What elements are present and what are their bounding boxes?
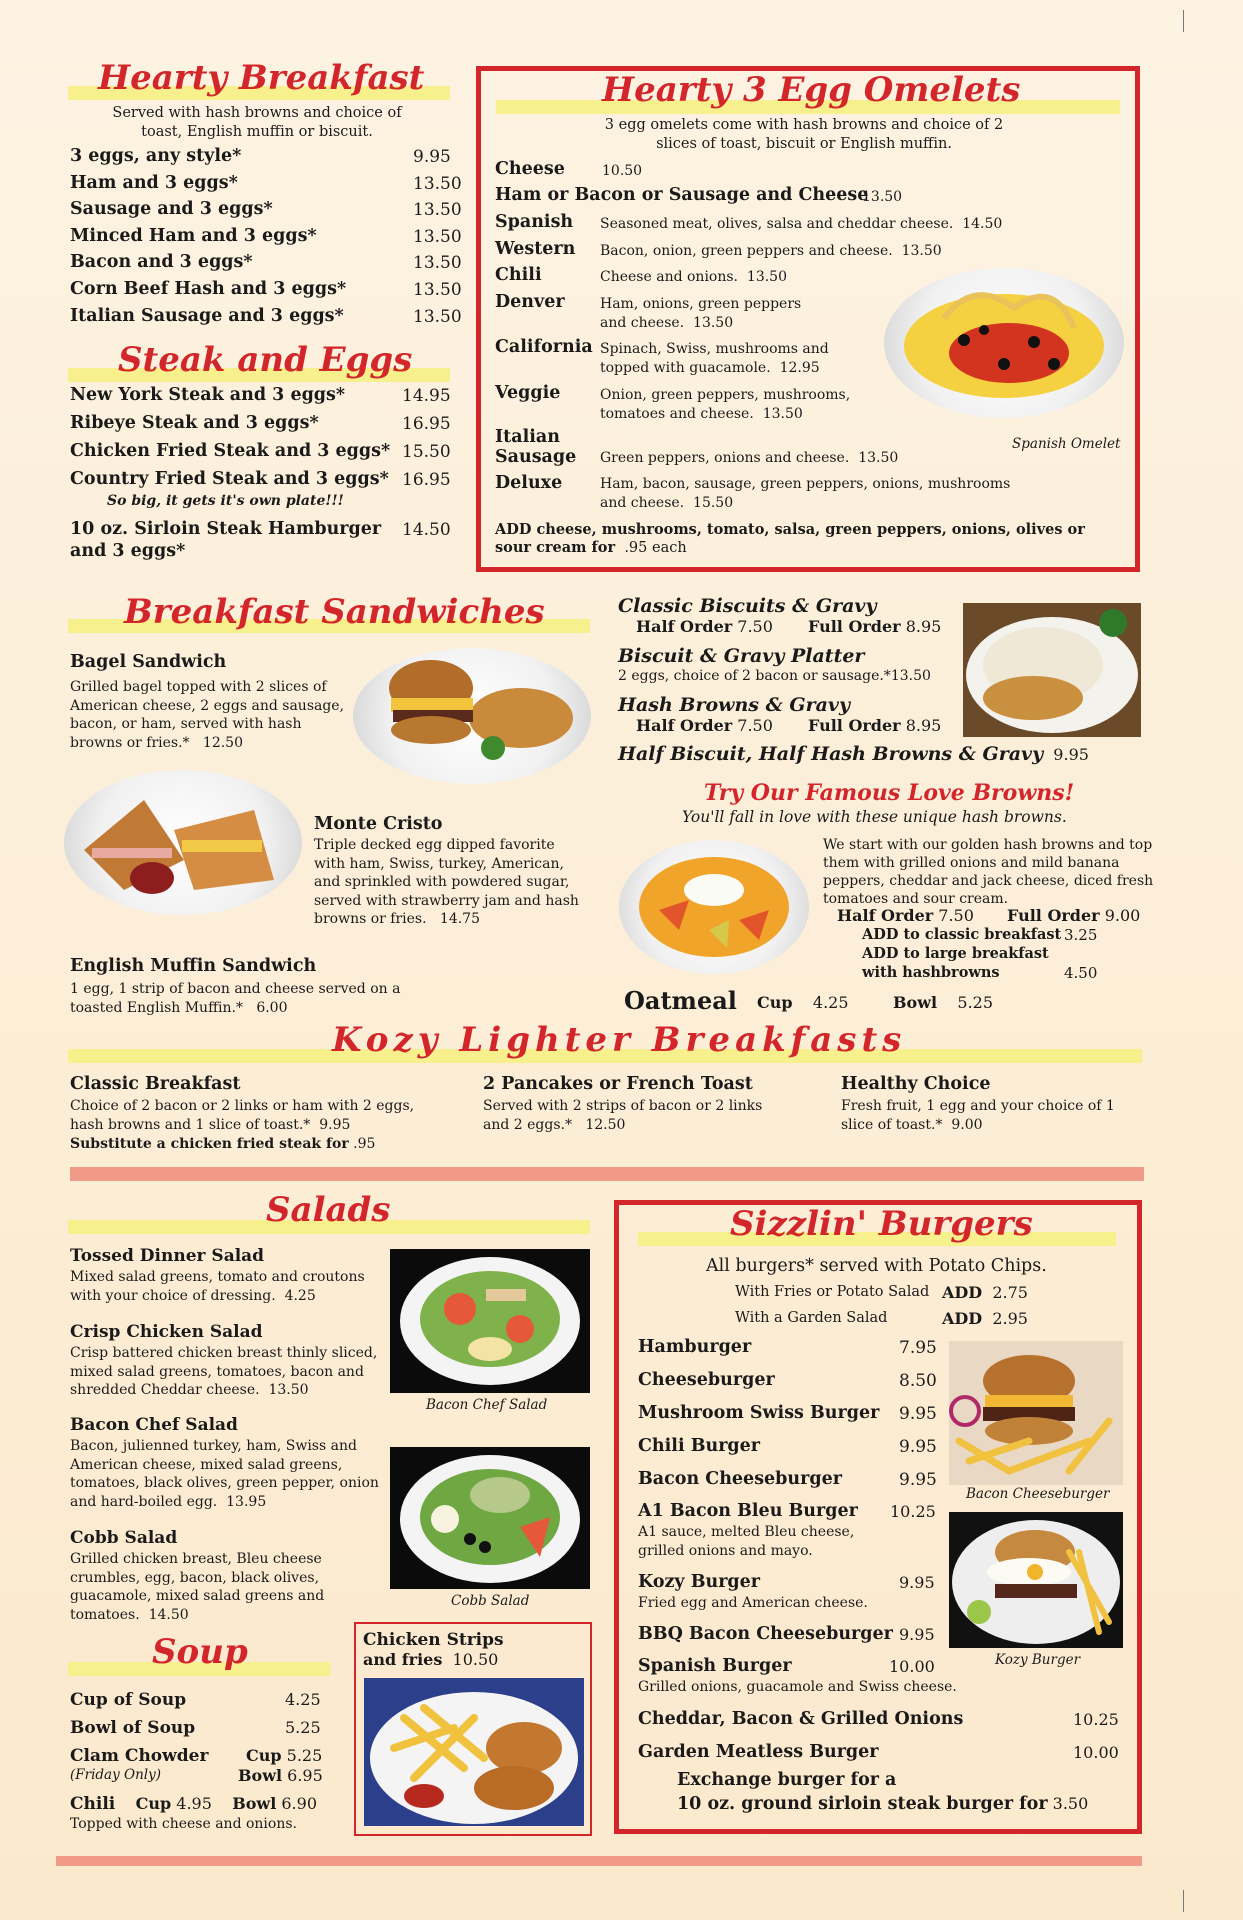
- salads-title: Salads: [266, 1190, 391, 1230]
- steak-eggs-item-price: 14.95: [402, 386, 451, 406]
- burger-item-price: 9.95: [899, 1404, 937, 1424]
- hearty-breakfast-item-name: 3 eggs, any style*: [70, 146, 242, 166]
- bacon-chef-salad-caption: Bacon Chef Salad: [426, 1397, 548, 1413]
- burger-item-name: Bacon Cheeseburger: [638, 1469, 842, 1489]
- omelet-italian-name-line2: Sausage: [495, 447, 577, 467]
- steak-eggs-title: Steak and Eggs: [118, 340, 413, 380]
- lighter-title: Kozy Lighter Breakfasts: [332, 1020, 907, 1060]
- bacon-cheeseburger-photo: [949, 1341, 1123, 1485]
- love-browns-add2-price: 4.50: [1064, 964, 1098, 982]
- omelet-denver-name: Denver: [495, 292, 565, 312]
- love-browns-add1: ADD to classic breakfast: [862, 926, 1062, 943]
- garden-upgrade-line: With a Garden Salad: [735, 1310, 888, 1326]
- a1-burger-price: 10.25: [890, 1502, 936, 1521]
- crisp-chicken-salad-name: Crisp Chicken Salad: [70, 1322, 263, 1342]
- steak-eggs-note: So big, it gets it's own plate!!!: [107, 493, 344, 509]
- fries-upgrade-price: ADD 2.75: [942, 1283, 1028, 1302]
- bacon-cheeseburger-caption: Bacon Cheeseburger: [966, 1486, 1110, 1502]
- garden-upgrade-price: ADD 2.95: [942, 1309, 1028, 1328]
- pancakes-name: 2 Pancakes or French Toast: [483, 1074, 753, 1094]
- chicken-strips-line2: and fries 10.50: [363, 1650, 499, 1669]
- soup-title: Soup: [152, 1632, 248, 1672]
- biscuits-gravy-photo: [963, 603, 1141, 737]
- spanish-burger-desc: Grilled onions, guacamole and Swiss cheese.: [638, 1679, 957, 1695]
- cheddar-bacon-price: 10.25: [1073, 1710, 1119, 1729]
- bacon-chef-salad-name: Bacon Chef Salad: [70, 1415, 238, 1435]
- omelet-veggie-name: Veggie: [495, 383, 561, 403]
- steak-eggs-item-name: New York Steak and 3 eggs*: [70, 385, 346, 405]
- crop-mark: [1183, 1890, 1184, 1912]
- steak-eggs-item-price: 15.50: [402, 442, 451, 462]
- burger-item-price: 9.95: [899, 1437, 937, 1457]
- biscuit-platter-desc: 2 eggs, choice of 2 bacon or sausage.*13.50: [618, 668, 931, 684]
- classic-biscuits-prices: Half Order 7.50: [636, 617, 773, 636]
- bagel-sandwich-photo: [353, 648, 591, 784]
- omelets-subtitle: 3 egg omelets come with hash browns and choice of 2 slices of toast, biscuit or English muffin.: [604, 117, 1004, 152]
- healthy-choice-desc: Fresh fruit, 1 egg and your choice of 1 slice of toast.* 9.00: [841, 1098, 1115, 1133]
- hash-browns-gravy-full: Full Order 8.95: [808, 716, 942, 735]
- hearty-breakfast-subtitle: Served with hash browns and choice of toast, English muffin or biscuit.: [112, 105, 402, 140]
- kozy-burger-photo: [949, 1512, 1123, 1648]
- love-browns-half: Half Order 7.50: [837, 906, 974, 925]
- omelets-title: Hearty 3 Egg Omelets: [602, 70, 1021, 110]
- bacon-chef-salad-desc: Bacon, julienned turkey, ham, Swiss and American cheese, mixed salad greens, tomatoes, black olives, green pepper, onion and hard-boiled egg. 13.95: [70, 1438, 379, 1510]
- kozy-burger-name: Kozy Burger: [638, 1572, 761, 1592]
- hearty-breakfast-item-price: 13.50: [413, 253, 462, 274]
- omelet-ham-price: 13.50: [862, 189, 903, 205]
- cup-of-soup-name: Cup of Soup: [70, 1690, 187, 1710]
- bbq-burger-price: 9.95: [899, 1625, 935, 1644]
- burgers-intro: All burgers* served with Potato Chips.: [706, 1256, 1047, 1276]
- cobb-salad-photo: [390, 1447, 590, 1589]
- kozy-burger-caption: Kozy Burger: [995, 1652, 1081, 1668]
- bacon-chef-salad-photo: [390, 1249, 590, 1393]
- steak-eggs-item-name: Ribeye Steak and 3 eggs*: [70, 413, 319, 433]
- hearty-breakfast-item-price: 13.50: [413, 173, 462, 194]
- omelet-italian-name: Italian: [495, 427, 560, 447]
- oatmeal-name: Oatmeal: [624, 986, 737, 1015]
- a1-burger-name: A1 Bacon Bleu Burger: [638, 1501, 858, 1521]
- sirloin-item: 10 oz. Sirloin Steak Hamburger: [70, 519, 382, 539]
- omelet-ham-name: Ham or Bacon or Sausage and Cheese: [495, 185, 869, 205]
- english-muffin-desc: 1 egg, 1 strip of bacon and cheese served on a toasted English Muffin.* 6.00: [70, 981, 401, 1016]
- clam-chowder-note: (Friday Only): [70, 1767, 161, 1783]
- cheddar-bacon-name: Cheddar, Bacon & Grilled Onions: [638, 1709, 964, 1729]
- omelet-california-desc: Spinach, Swiss, mushrooms and topped with guacamole. 12.95: [600, 341, 829, 376]
- steak-eggs-item-price: 16.95: [402, 470, 451, 490]
- omelet-cheese-name: Cheese: [495, 159, 565, 179]
- burger-item-name: Mushroom Swiss Burger: [638, 1403, 880, 1423]
- classic-breakfast-name: Classic Breakfast: [70, 1074, 241, 1094]
- burger-item-price: 8.50: [899, 1371, 937, 1391]
- omelet-spanish-name: Spanish: [495, 212, 574, 232]
- hearty-breakfast-title: Hearty Breakfast: [98, 58, 425, 98]
- love-browns-title: Try Our Famous Love Browns!: [704, 780, 1075, 806]
- burgers-title: Sizzlin' Burgers: [730, 1204, 1033, 1244]
- hash-browns-gravy-name: Hash Browns & Gravy: [618, 694, 851, 716]
- hearty-breakfast-item-name: Sausage and 3 eggs*: [70, 199, 273, 220]
- omelet-add-line2: sour cream for .95 each: [495, 539, 687, 556]
- omelet-western-desc: Bacon, onion, green peppers and cheese. 13.50: [600, 243, 942, 259]
- omelet-chili-name: Chili: [495, 265, 542, 285]
- hearty-breakfast-item-name: Ham and 3 eggs*: [70, 172, 238, 193]
- hearty-breakfast-item-name: Corn Beef Hash and 3 eggs*: [70, 279, 347, 299]
- omelet-veggie-desc: Onion, green peppers, mushrooms, tomatoes and cheese. 13.50: [600, 387, 851, 422]
- omelet-add-line: ADD cheese, mushrooms, tomato, salsa, green peppers, onions, olives or: [495, 521, 1085, 538]
- sandwiches-title: Breakfast Sandwiches: [124, 592, 545, 632]
- english-muffin-name: English Muffin Sandwich: [70, 956, 317, 976]
- clam-chowder-name: Clam Chowder: [70, 1746, 209, 1766]
- bagel-sandwich-name: Bagel Sandwich: [70, 652, 227, 672]
- chili-note: Topped with cheese and onions.: [70, 1816, 297, 1832]
- monte-cristo-name: Monte Cristo: [314, 814, 443, 834]
- bowl-of-soup-price: 5.25: [285, 1718, 321, 1737]
- clam-chowder-cup: Cup 5.25: [246, 1746, 323, 1765]
- cobb-salad-name: Cobb Salad: [70, 1528, 178, 1548]
- burger-item-name: Cheeseburger: [638, 1370, 775, 1390]
- section-divider: [70, 1167, 1144, 1181]
- spanish-omelet-caption: Spanish Omelet: [1012, 436, 1121, 452]
- garden-meatless-price: 10.00: [1073, 1743, 1119, 1762]
- biscuit-platter-name: Biscuit & Gravy Platter: [618, 645, 865, 667]
- omelet-denver-desc: Ham, onions, green peppers and cheese. 13.50: [600, 296, 802, 331]
- spanish-burger-name: Spanish Burger: [638, 1656, 792, 1676]
- cobb-salad-caption: Cobb Salad: [451, 1593, 530, 1609]
- love-browns-full: Full Order 9.00: [1007, 906, 1141, 925]
- exchange-note-line2: 10 oz. ground sirloin steak burger for 3.50: [677, 1794, 1089, 1814]
- omelet-italian-desc: Green peppers, onions and cheese. 13.50: [600, 450, 899, 466]
- omelet-cheese-price: 10.50: [602, 163, 643, 179]
- a1-burger-desc: A1 sauce, melted Bleu cheese, grilled onions and mayo.: [638, 1524, 855, 1559]
- hearty-breakfast-item-price: 13.50: [413, 226, 462, 247]
- garden-meatless-name: Garden Meatless Burger: [638, 1742, 879, 1762]
- exchange-note: Exchange burger for a: [677, 1770, 897, 1790]
- classic-biscuits-full: Full Order 8.95: [808, 617, 942, 636]
- steak-eggs-item-price: 16.95: [402, 414, 451, 434]
- monte-cristo-photo: [64, 770, 302, 915]
- love-browns-add2: ADD to large breakfast: [862, 945, 1049, 962]
- healthy-choice-name: Healthy Choice: [841, 1074, 991, 1094]
- burger-item-name: Chili Burger: [638, 1436, 761, 1456]
- sirloin-price: 14.50: [402, 520, 451, 540]
- crisp-chicken-salad-desc: Crisp battered chicken breast thinly sliced, mixed salad greens, tomatoes, bacon and shredded Cheddar cheese. 13.50: [70, 1345, 378, 1398]
- classic-breakfast-sub: Substitute a chicken fried steak for .95: [70, 1136, 376, 1152]
- kozy-burger-desc: Fried egg and American cheese.: [638, 1595, 868, 1611]
- omelet-chili-desc: Cheese and onions. 13.50: [600, 269, 787, 285]
- bowl-of-soup-name: Bowl of Soup: [70, 1718, 196, 1738]
- kozy-burger-price: 9.95: [899, 1573, 935, 1592]
- oatmeal-cup: Cup 4.25: [757, 993, 849, 1012]
- fries-upgrade-line: With Fries or Potato Salad: [735, 1284, 930, 1300]
- bbq-burger-name: BBQ Bacon Cheeseburger: [638, 1624, 893, 1644]
- burger-item-price: 7.95: [899, 1338, 937, 1358]
- cobb-salad-desc: Grilled chicken breast, Bleu cheese crumbles, egg, bacon, black olives, guacamole, mixed salad greens and tomatoes. 14.50: [70, 1551, 325, 1623]
- omelet-deluxe-name: Deluxe: [495, 473, 563, 493]
- half-biscuit-item: Half Biscuit, Half Hash Browns & Gravy 9.95: [618, 743, 1089, 765]
- love-browns-add1-price: 3.25: [1064, 926, 1098, 944]
- hearty-breakfast-item-price: 13.50: [413, 306, 462, 327]
- hearty-breakfast-item-name: Minced Ham and 3 eggs*: [70, 225, 317, 246]
- hearty-breakfast-item-price: 13.50: [413, 280, 462, 300]
- chili-soup: Chili Cup 4.95 Bowl 6.90: [70, 1794, 317, 1814]
- cup-of-soup-price: 4.25: [285, 1690, 321, 1709]
- omelet-california-name: California: [495, 337, 593, 357]
- spanish-burger-price: 10.00: [889, 1657, 935, 1676]
- sirloin-item-line2: and 3 eggs*: [70, 541, 186, 561]
- steak-eggs-item-name: Country Fried Steak and 3 eggs*: [70, 469, 389, 489]
- hearty-breakfast-item-name: Italian Sausage and 3 eggs*: [70, 305, 344, 326]
- hash-browns-gravy-half: Half Order 7.50: [636, 716, 773, 735]
- pancakes-desc: Served with 2 strips of bacon or 2 links and 2 eggs.* 12.50: [483, 1098, 763, 1133]
- love-browns-add2-line2: with hashbrowns: [862, 964, 1000, 981]
- omelet-deluxe-desc: Ham, bacon, sausage, green peppers, onions, mushrooms and cheese. 15.50: [600, 476, 1011, 511]
- love-browns-photo: [619, 840, 809, 974]
- steak-eggs-item-name: Chicken Fried Steak and 3 eggs*: [70, 441, 391, 461]
- hearty-breakfast-item-price: 9.95: [413, 147, 451, 167]
- hearty-breakfast-item-price: 13.50: [413, 200, 462, 221]
- love-browns-desc: We start with our golden hash browns and top them with grilled onions and mild banana peppers, cheddar and jack cheese, diced fresh tomatoes and sour cream.: [823, 837, 1154, 907]
- hearty-breakfast-item-name: Bacon and 3 eggs*: [70, 252, 253, 273]
- burger-item-price: 9.95: [899, 1470, 937, 1490]
- bottom-divider: [56, 1856, 1142, 1866]
- burger-item-name: Hamburger: [638, 1337, 752, 1357]
- oatmeal-bowl: Bowl 5.25: [893, 993, 994, 1012]
- monte-cristo-desc: Triple decked egg dipped favorite with ham, Swiss, turkey, American, and sprinkled with powdered sugar, served with strawberry jam and hash browns or fries. 14.75: [314, 837, 579, 927]
- omelet-western-name: Western: [495, 239, 576, 259]
- clam-chowder-bowl: Bowl 6.95: [238, 1766, 323, 1785]
- love-browns-tagline: You'll fall in love with these unique hash browns.: [682, 808, 1067, 826]
- spanish-omelet-photo: [884, 268, 1124, 418]
- tossed-salad-desc: Mixed salad greens, tomato and croutons with your choice of dressing. 4.25: [70, 1269, 365, 1304]
- crop-mark: [1183, 10, 1184, 32]
- classic-breakfast-desc: Choice of 2 bacon or 2 links or ham with 2 eggs, hash browns and 1 slice of toast.* 9.95: [70, 1098, 415, 1133]
- omelet-spanish-desc: Seasoned meat, olives, salsa and cheddar cheese. 14.50: [600, 216, 1003, 232]
- tossed-salad-name: Tossed Dinner Salad: [70, 1246, 265, 1266]
- classic-biscuits-name: Classic Biscuits & Gravy: [618, 595, 877, 617]
- bagel-sandwich-desc: Grilled bagel topped with 2 slices of American cheese, 2 eggs and sausage, bacon, or ham, served with hash browns or fries.* 12.50: [70, 679, 345, 751]
- chicken-strips-name: Chicken Strips: [363, 1630, 504, 1650]
- chicken-strips-photo: [364, 1678, 584, 1826]
